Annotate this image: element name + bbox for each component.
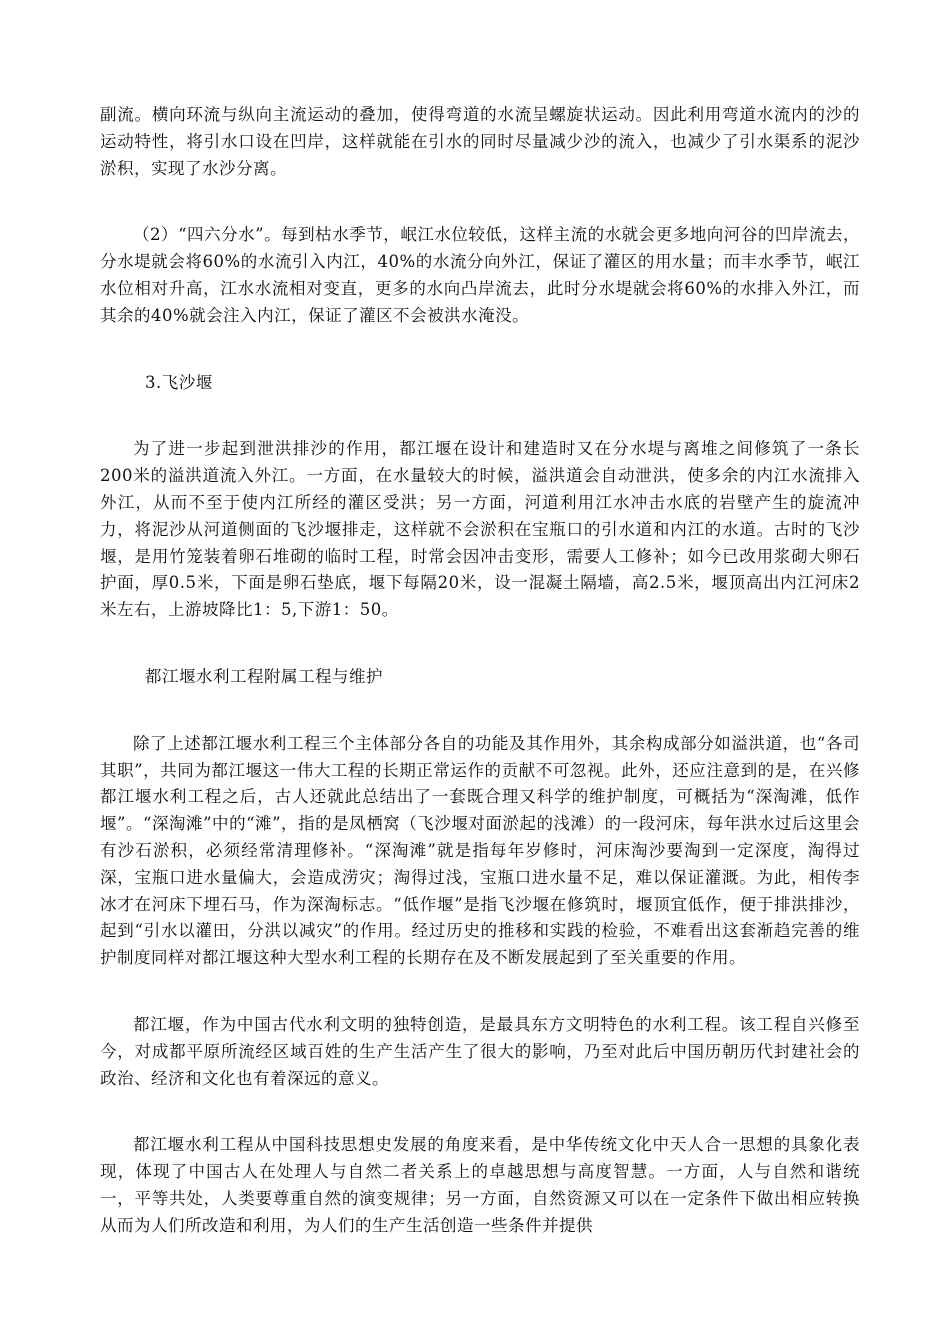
paragraph-four-six-split: （2）“四六分水”。每到枯水季节，岷江水位较低，这样主流的水就会更多地向河谷的凹岸流去，分水堤就会将60%的水流引入内江，40%的水流分向外江，保证了灌区的用水量；而丰水季节，岷江水位相对升高，江水水流相对变直，更多的水向凸岸流去，此时分水堤就会将60%的水排入外江，而其余的40%就会注入内江，保证了灌区不会被洪水淹没。 <box>100 225 860 325</box>
paragraph-bend-flow: 副流。横向环流与纵向主流运动的叠加，使得弯道的水流呈螺旋状运动。因此利用弯道水流内的沙的运动特性，将引水口设在凹岸，这样就能在引水的同时尽量减少沙的流入，也减少了引水渠系的泥沙淤积，实现了水沙分离。 <box>100 105 860 178</box>
paragraph-philosophy: 都江堰水利工程从中国科技思想史发展的角度来看，是中华传统文化中天人合一思想的具象化表现，体现了中国古人在处理人与自然二者关系上的卓越思想与高度智慧。一方面，人与自然和谐统一，平等共处，人类要尊重自然的演变规律；另一方面，自然资源又可以在一定条件下做出相应转换从而为人们所改造和利用，为人们的生产生活创造一些条件并提供 <box>100 1135 860 1235</box>
paragraph-feishayan: 为了进一步起到泄洪排沙的作用，都江堰在设计和建造时又在分水堤与离堆之间修筑了一条长200米的溢洪道流入外江。一方面，在水量较大的时候，溢洪道会自动泄洪，使多余的内江水流排入外江，从而不至于使内江所经的灌区受洪；另一方面，河道利用江水冲击水底的岩壁产生的旋流冲力，将泥沙从河道侧面的飞沙堰排走，这样就不会淤积在宝瓶口的引水道和内江的水道。古时的飞沙堰，是用竹笼装着卵石堆砌的临时工程，时常会因冲击变形，需要人工修补；如今已改用浆砌大卵石护面，厚0.5米，下面是卵石垫底，堰下每隔20米，设一混凝土隔墙，高2.5米，堰顶高出内江河床2米左右，上游坡降比1：5,下游1：50。 <box>100 439 860 620</box>
section-heading-maintenance: 都江堰水利工程附属工程与维护 <box>145 666 383 686</box>
paragraph-significance: 都江堰，作为中国古代水利文明的独特创造，是最具东方文明特色的水利工程。该工程自兴修至今，对成都平原所流经区域百姓的生产生活产生了很大的影响，乃至对此后中国历朝历代封建社会的政治、经济和文化也有着深远的意义。 <box>100 1014 860 1088</box>
document-body <box>100 102 860 1280</box>
section-heading-feishayan: 3.飞沙堰 <box>145 372 213 392</box>
paragraph-maintenance: 除了上述都江堰水利工程三个主体部分各自的功能及其作用外，其余构成部分如溢洪道，也“各司其职”，共同为都江堰这一伟大工程的长期正常运作的贡献不可忽视。此外，还应注意到的是，在兴修都江堰水利工程之后，古人还就此总结出了一套既合理又科学的维护制度，可概括为“深淘滩，低作堰”。“深淘滩”中的“滩”，指的是凤栖窝（飞沙堰对面淤起的浅滩）的一段河床，每年洪水过后这里会有沙石淤积，必须经常清理修补。“深淘滩”就是指每年岁修时，河床淘沙要淘到一定深度，淘得过深，宝瓶口进水量偏大，会造成涝灾；淘得过浅，宝瓶口进水量不足，难以保证灌溉。为此，相传李冰才在河床下埋石马，作为深淘标志。“低作堰”是指飞沙堰在修筑时，堰顶宜低作，便于排洪排沙，起到“引水以灌田，分洪以减灾”的作用。经过历史的推移和实践的检验，不难看出这套渐趋完善的维护制度同样对都江堰这种大型水利工程的长期存在及不断发展起到了至关重要的作用。 <box>100 733 860 968</box>
